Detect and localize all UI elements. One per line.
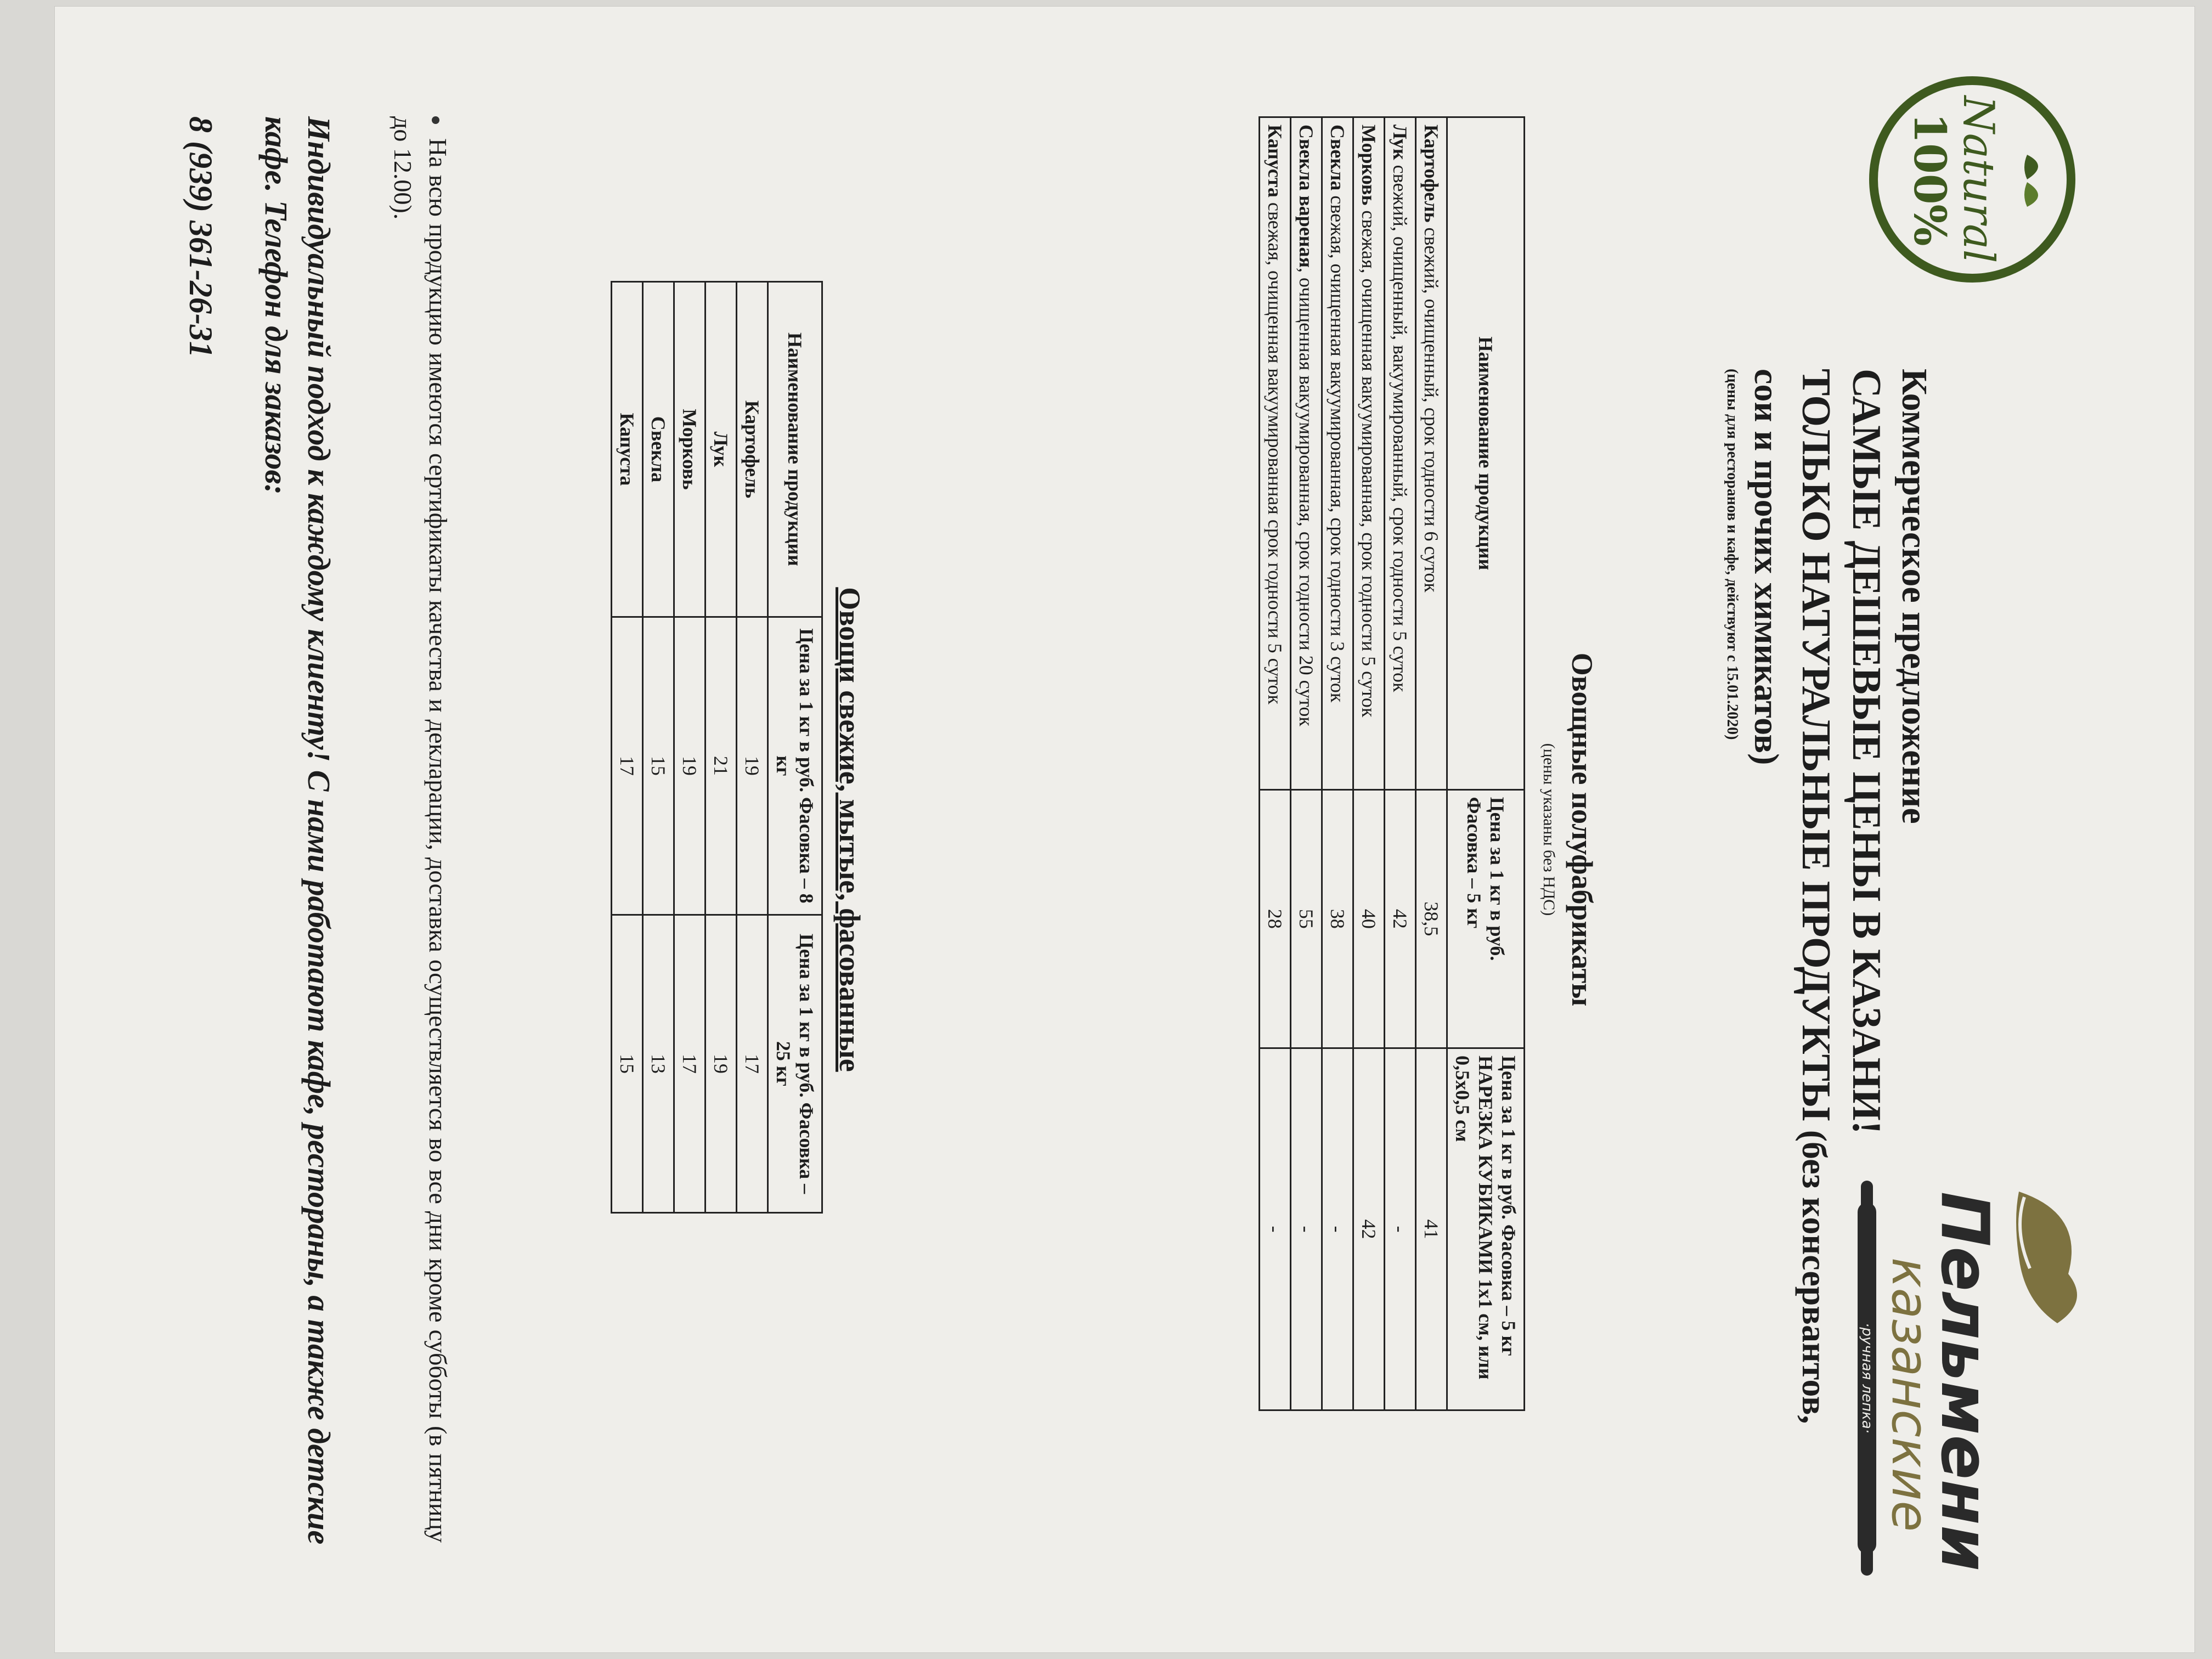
document-page <box>55 7 2194 1652</box>
price-5kg: 38,5 <box>1416 789 1447 1048</box>
table-row <box>1322 117 1353 1410</box>
price-25kg: 13 <box>643 915 674 1212</box>
price-8kg: 21 <box>706 617 737 915</box>
col-header-price-8kg: Цена за 1 кг в руб. Фасовка – 8 кг <box>768 617 822 915</box>
table-row <box>1385 117 1416 1410</box>
col-header-name: Наименование продукции <box>768 282 822 617</box>
offer-heading: Коммерческое предложение <box>1894 369 1934 824</box>
product-desc: свежая, очищенная вакуумированная, срок годности 5 суток <box>1358 205 1380 718</box>
semi-finished-title: Овощные полуфабрикаты <box>1566 652 1599 1007</box>
table-row <box>706 282 737 1213</box>
certificates-text: На всю продукцию имеются сертификаты качества и декларации, доставка осуществляется во все дни кроме субботы (в пятницу до 12.00). <box>389 116 452 1543</box>
table-row <box>1353 117 1385 1410</box>
product-name: Свекла <box>643 282 674 617</box>
table-row <box>674 282 706 1213</box>
table-header-row <box>1447 117 1525 1410</box>
price-8kg: 15 <box>643 617 674 915</box>
price-5kg: 40 <box>1353 789 1385 1048</box>
svg-text:100%: 100% <box>1904 112 1956 246</box>
promo-text: Индивидуальный подход к каждому клиенту! С нами работают кафе, рестораны, а также детские кафе. Телефон для заказов: <box>258 116 337 1545</box>
fresh-vegetables-table <box>611 281 823 1214</box>
product-name: Свекла <box>1327 125 1348 191</box>
table-header-row <box>768 282 822 1213</box>
svg-text:Natural: Natural <box>1954 95 2003 263</box>
semi-finished-table <box>1259 116 1525 1411</box>
no-chemicals-text: сои и прочих химикатов) <box>1747 369 1786 765</box>
svg-text:Пельмени: Пельмени <box>1926 1192 2002 1572</box>
product-name: Лук <box>706 282 737 617</box>
price-25kg: 15 <box>612 915 643 1212</box>
product-desc: свежая, очищенная вакуумированная, срок годности 3 суток <box>1327 190 1348 703</box>
col-header-name: Наименование продукции <box>1447 117 1525 790</box>
order-phone: 8 (939) 361-26-31 <box>183 116 219 358</box>
table-row <box>1291 117 1322 1410</box>
price-cubes: - <box>1385 1048 1416 1410</box>
product-name: Морковь <box>674 282 706 617</box>
product-name: Капуста <box>1264 125 1286 198</box>
certificates-note <box>385 116 455 1543</box>
col-header-price-5kg: Цена за 1 кг в руб. Фасовка – 5 кг <box>1447 789 1525 1048</box>
table-row <box>612 282 643 1213</box>
product-desc: , очищенная вакуумированная, срок годности 20 суток <box>1295 268 1317 726</box>
price-5kg: 55 <box>1291 789 1322 1048</box>
product-desc: свежая, очищенная вакуумированная срок годности 5 суток <box>1264 197 1286 704</box>
price-8kg: 19 <box>674 617 706 915</box>
svg-text:казанские: казанские <box>1881 1257 1939 1532</box>
product-name: Картофель <box>1420 125 1442 223</box>
price-25kg: 19 <box>706 915 737 1212</box>
col-header-price-25kg: Цена за 1 кг в руб. Фасовка – 25 кг <box>768 915 822 1212</box>
table-row <box>1416 117 1447 1410</box>
product-name: Лук <box>1389 125 1411 160</box>
price-validity-note: (цены для ресторанов и кафе, действуют с 15.01.2020) <box>1724 369 1741 740</box>
price-cubes: - <box>1322 1048 1353 1410</box>
product-name: Свекла вареная <box>1295 125 1317 268</box>
bullet-icon <box>432 116 439 124</box>
price-cubes: - <box>1260 1048 1291 1410</box>
price-8kg: 19 <box>737 617 768 915</box>
cheapest-prices-headline: САМЫЕ ДЕШЕВЫЕ ЦЕНЫ В КАЗАНИ! <box>1844 369 1889 1135</box>
table-row <box>1260 117 1291 1410</box>
col-header-price-cubes: Цена за 1 кг в руб. Фасовка – 5 кг НАРЕЗКА КУБИКАМИ 1х1 см, или 0,5х0,5 см <box>1447 1048 1525 1410</box>
price-cubes: - <box>1291 1048 1322 1410</box>
price-8kg: 17 <box>612 617 643 915</box>
vat-note: (цены указаны без НДС) <box>1540 743 1558 916</box>
natural-logo <box>1865 72 2079 286</box>
table-row <box>643 282 674 1213</box>
fresh-vegetables-title: Овощи свежие, мытые, фасованные <box>833 587 866 1072</box>
product-desc: свежий, очищенный, срок годности 6 суток <box>1420 222 1442 592</box>
product-desc: свежий, очищенный, вакуумированный, срок годности 5 суток <box>1389 160 1411 692</box>
price-5kg: 42 <box>1385 789 1416 1048</box>
price-cubes: 41 <box>1416 1048 1447 1410</box>
no-preservatives-text: (без консервантов, <box>1795 1121 1834 1424</box>
product-name: Картофель <box>737 282 768 617</box>
price-5kg: 28 <box>1260 789 1291 1048</box>
price-cubes: 42 <box>1353 1048 1385 1410</box>
product-name: Капуста <box>612 282 643 617</box>
table-row <box>737 282 768 1213</box>
svg-text:·ручная лепка·: ·ручная лепка· <box>1859 1323 1875 1434</box>
price-25kg: 17 <box>674 915 706 1212</box>
intro-block <box>1723 369 1937 1630</box>
price-5kg: 38 <box>1322 789 1353 1048</box>
product-name: Морковь <box>1358 125 1380 206</box>
price-25kg: 17 <box>737 915 768 1212</box>
natural-products-headline: ТОЛЬКО НАТУРАЛЬНЫЕ ПРОДУКТЫ <box>1793 369 1838 1121</box>
